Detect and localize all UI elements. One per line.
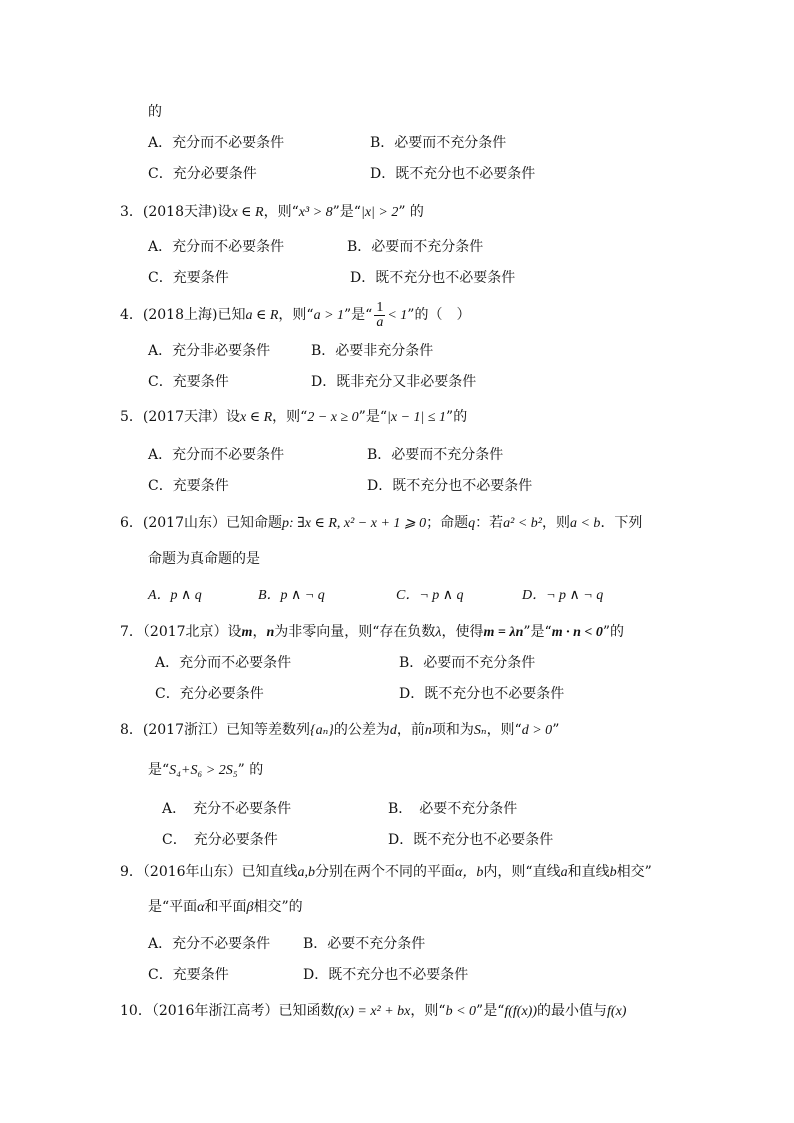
q5-stem-suffix: ”的 (446, 409, 468, 425)
q9-option-c: C．充要条件 (148, 967, 229, 983)
q9-line2-math-2: β (246, 900, 254, 915)
q10-stem-mid-3: 的最小值与 (537, 1003, 608, 1019)
q5-option-b: B．必要而不充分条件 (367, 447, 504, 463)
q9-stem-mid-2: 内，则“直线 (483, 864, 561, 880)
q7-stem-mid-4: ”是“ (523, 624, 552, 640)
q8-math-2: d (389, 723, 397, 738)
q8-stem-mid-3: 项和为 (431, 722, 474, 738)
q8-stem-prefix: 8．(2017浙江）已知等差数列 (120, 722, 310, 738)
q8-stem-mid-1: 的公差为 (333, 722, 390, 738)
q5-option-a: A．充分而不必要条件 (148, 447, 285, 463)
q8-line2-prefix: 是“ (148, 762, 170, 778)
q9-option-a: A．充分不必要条件 (148, 936, 271, 952)
q9-option-d: D．既不充分也不必要条件 (303, 967, 469, 983)
q9-stem-prefix: 9．（2016年山东）已知直线 (120, 864, 298, 880)
q6-stem-suffix: ．下列 (600, 515, 643, 531)
q10-stem-prefix: 10．（2016年浙江高考）已知函数 (120, 1003, 335, 1019)
q4-fraction-denominator: a (376, 314, 384, 330)
q7-math-1: m (241, 625, 253, 640)
q7-option-d: D．既不充分也不必要条件 (399, 686, 565, 702)
q9-line2-mid: 和平面 (204, 899, 247, 915)
q8-option-a: A． 充分不必要条件 (162, 801, 292, 817)
continuation-text: 的 (148, 104, 162, 120)
q8-stem-line-1 (120, 720, 559, 741)
q7-math-4: m = λn (483, 625, 524, 640)
q9-stem-mid-1: 分别在两个不同的平面 (315, 864, 456, 880)
q8-math-1: {aₙ} (310, 723, 334, 738)
q4-stem (120, 300, 470, 331)
q8-stem-suffix: ” (552, 722, 560, 738)
q6-stem-line-1 (120, 513, 642, 534)
q9-stem-suffix: 相交” (616, 864, 652, 880)
q7-stem-mid-2: 为非零向量，则“存在负数 (274, 624, 436, 640)
q7-stem-mid-3: ，使得 (441, 624, 484, 640)
q6-stem-mid-1: ；命题 (426, 515, 469, 531)
q4-stem-prefix: 4．(2018上海)已知 (120, 307, 246, 323)
q9-math-2: α，b (455, 865, 484, 880)
q7-option-c: C．充分必要条件 (155, 686, 264, 702)
q4-math-3: < 1 (387, 308, 408, 323)
q5-option-d: D．既不充分也不必要条件 (367, 478, 533, 494)
q2-option-c: C．充分必要条件 (148, 166, 257, 182)
q8-option-d: D．既不充分也不必要条件 (388, 832, 554, 848)
q8-math-3: n (424, 723, 432, 738)
q5-stem (120, 407, 467, 428)
q8-option-b: B． 必要不充分条件 (388, 801, 518, 817)
q4-fraction-numerator: 1 (376, 299, 384, 315)
q2-option-d: D．既不充分也不必要条件 (370, 166, 536, 182)
q3-math-2: x³ > 8 (298, 205, 333, 220)
q7-stem-prefix: 7．（2017北京）设 (120, 624, 242, 640)
q3-stem-prefix: 3．(2018天津)设 (120, 204, 232, 220)
q3-option-d: D．既不充分也不必要条件 (350, 270, 516, 286)
q4-option-c: C．充要条件 (148, 374, 229, 390)
q9-line2-suffix: 相交”的 (253, 899, 303, 915)
q4-math-2: a > 1 (313, 308, 345, 323)
q7-stem-mid-1: ， (252, 624, 267, 640)
q3-option-b: B．必要而不充分条件 (347, 239, 484, 255)
q9-stem-mid-3: 和直线 (567, 864, 610, 880)
q3-math-1: x ∈ R (231, 205, 264, 220)
q8-line2-suffix: ” 的 (237, 762, 264, 778)
q9-stem-line-1 (120, 862, 652, 883)
q8-option-c: C． 充分必要条件 (162, 832, 278, 848)
q5-stem-prefix: 5．(2017天津）设 (120, 409, 240, 425)
q2-option-a: A．充分而不必要条件 (148, 135, 285, 151)
q8-math-4: Sₙ (473, 723, 487, 738)
q3-math-3: |x| > 2 (360, 205, 399, 220)
q8-stem-line-2 (148, 760, 263, 781)
q9-math-1: a,b (297, 865, 316, 880)
q10-math-2: b < 0 (445, 1004, 477, 1019)
q8-line2-math: S₄+S₆ > 2S₅ (169, 763, 238, 778)
q10-math-1: f(x) = x² + bx (334, 1004, 411, 1019)
q6-option-c: C．¬ p ∧ q (396, 588, 464, 603)
q4-math-1: a ∈ R (245, 308, 279, 323)
q4-option-b: B．必要非充分条件 (311, 343, 434, 359)
q9-math-4: b (609, 865, 617, 880)
q8-stem-mid-2: ，前 (396, 722, 425, 738)
q3-stem (120, 202, 424, 223)
q4-stem-mid-1: ，则“ (278, 307, 314, 323)
q3-stem-mid-2: ”是“ (332, 204, 361, 220)
q10-math-3: f(f(x)) (504, 1004, 538, 1019)
q7-option-a: A．充分而不必要条件 (155, 655, 292, 671)
q6-math-1: p: ∃x ∈ R, x² − x + 1 ⩾ 0 (282, 516, 427, 531)
q7-option-b: B．必要而不充分条件 (399, 655, 536, 671)
q7-math-2: n (266, 625, 275, 640)
q5-stem-mid-2: ”是“ (358, 409, 387, 425)
q10-math-4: f(x) (607, 1004, 627, 1019)
q5-math-1: x ∈ R (240, 410, 273, 425)
q6-stem-line-2: 命题为真命题的是 (148, 551, 260, 567)
q7-math-5: m · n < 0 (551, 625, 603, 640)
q8-stem-mid-4: ，则“ (486, 722, 522, 738)
q6-math-4: a < b (569, 516, 601, 531)
q4-fraction (374, 301, 385, 330)
q5-option-c: C．充要条件 (148, 478, 229, 494)
q6-stem-mid-2: ：若 (475, 515, 504, 531)
q6-option-a: A．p ∧ q (148, 588, 202, 603)
q9-math-3: a (560, 865, 568, 880)
q6-stem-prefix: 6．(2017山东）已知命题 (120, 515, 282, 531)
q5-math-2: 2 − x ≥ 0 (307, 410, 359, 425)
q7-stem (120, 622, 624, 643)
q9-line2-math-1: α (197, 900, 205, 915)
q6-stem-mid-3: ，则 (541, 515, 570, 531)
q6-math-2: q (468, 516, 476, 531)
q3-stem-mid-1: ，则“ (263, 204, 299, 220)
q9-stem-line-2 (148, 897, 303, 918)
q6-option-d: D．¬ p ∧ ¬ q (522, 588, 604, 603)
q4-stem-suffix: ”的（ ） (407, 307, 471, 323)
q6-option-b: B．p ∧ ¬ q (258, 588, 325, 603)
q9-option-b: B．必要不充分条件 (303, 936, 426, 952)
q9-line2-prefix: 是“平面 (148, 899, 198, 915)
q3-stem-suffix: ” 的 (398, 204, 424, 220)
q8-math-5: d > 0 (521, 723, 553, 738)
q3-option-a: A．充分而不必要条件 (148, 239, 285, 255)
q4-stem-mid-2: ”是“ (344, 307, 373, 323)
q10-stem-mid-2: ”是“ (476, 1003, 505, 1019)
q4-option-a: A．充分非必要条件 (148, 343, 271, 359)
q3-option-c: C．充要条件 (148, 270, 229, 286)
q7-math-3: λ (435, 625, 442, 640)
q2-option-b: B．必要而不充分条件 (370, 135, 507, 151)
q6-math-3: a² < b² (503, 516, 542, 531)
q5-math-3: |x − 1| ≤ 1 (387, 410, 447, 425)
q4-option-d: D．既非充分又非必要条件 (311, 374, 477, 390)
q5-stem-mid-1: ，则“ (272, 409, 308, 425)
q10-stem-mid-1: ，则“ (410, 1003, 446, 1019)
q7-stem-suffix: ”的 (602, 624, 625, 640)
q10-stem (120, 1001, 626, 1022)
